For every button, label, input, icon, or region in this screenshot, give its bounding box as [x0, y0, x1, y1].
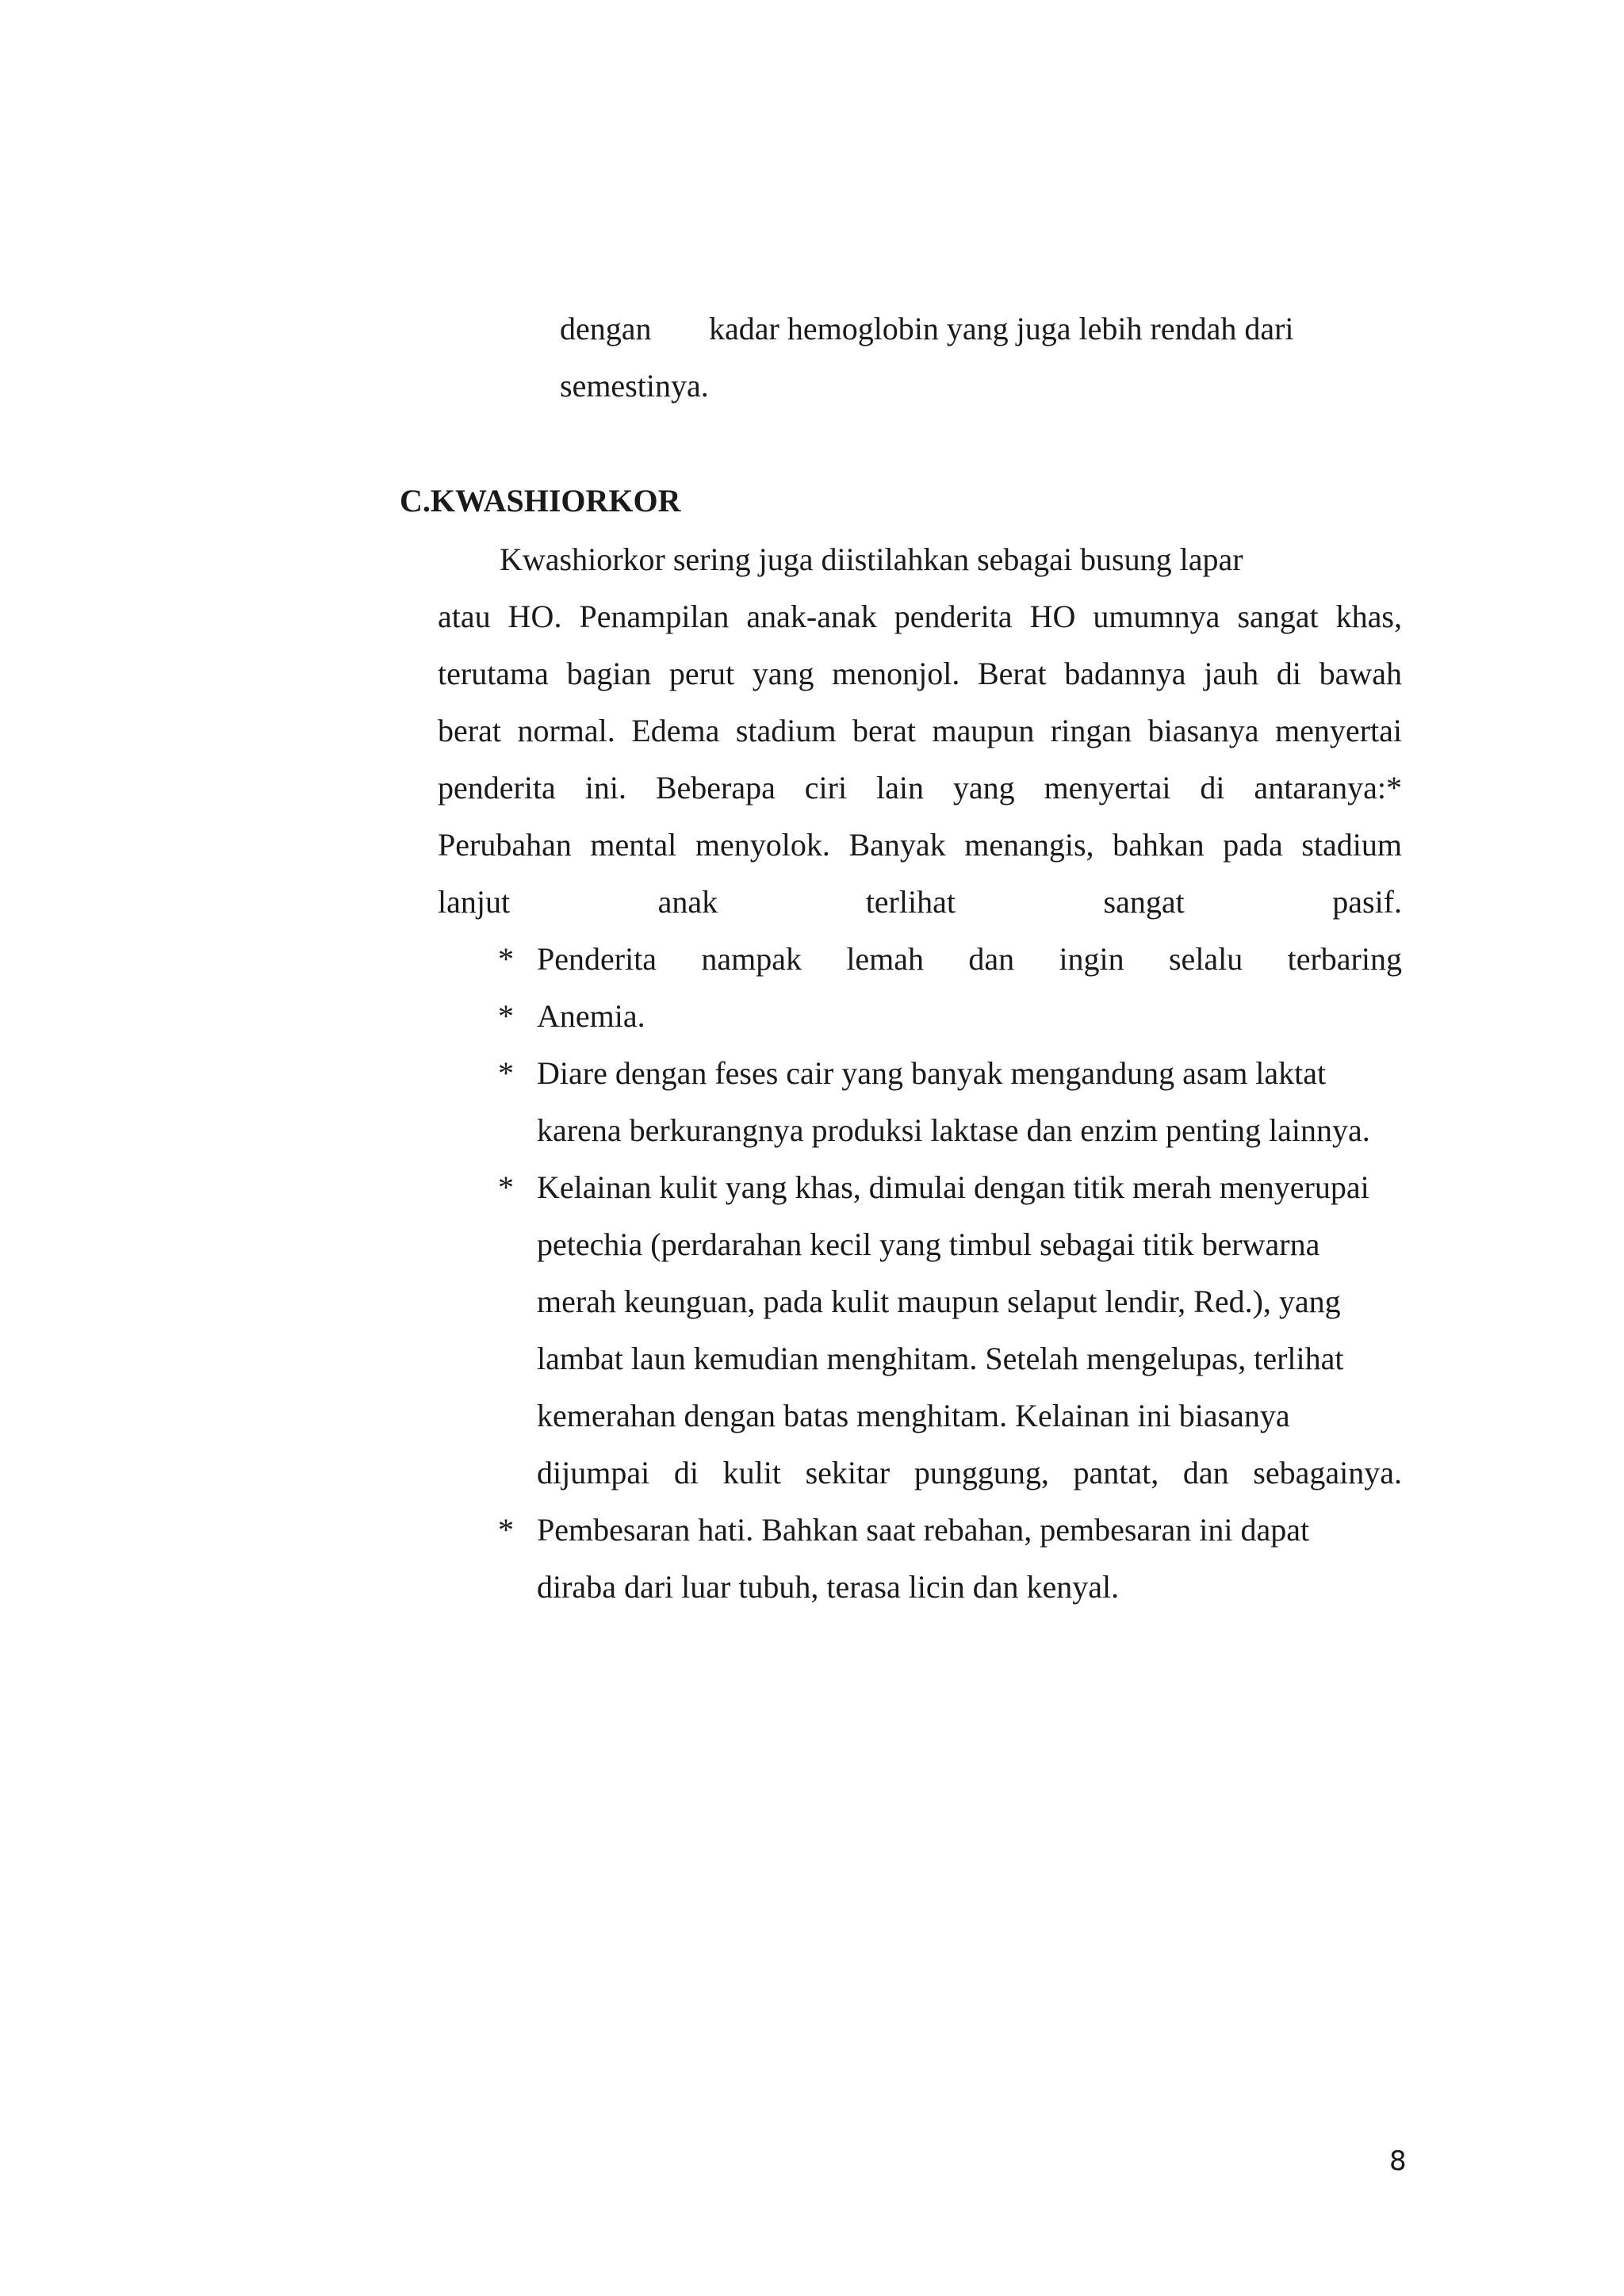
- page-number: 8: [1389, 2145, 1407, 2177]
- bullet-item-line: merah keunguan, pada kulit maupun selaput lendir, Red.), yang: [537, 1284, 1341, 1319]
- intro-line-1-rest: kadar hemoglobin yang juga lebih rendah dari: [709, 311, 1294, 346]
- paragraph-line: Perubahan mental menyolok. Banyak menangis, bahkan pada stadium: [438, 827, 1402, 863]
- paragraph-line: Kwashiorkor sering juga diistilahkan sebagai busung lapar: [500, 541, 1243, 577]
- bullet-marker: *: [498, 998, 514, 1034]
- bullet-item-line: Pembesaran hati. Bahkan saat rebahan, pembesaran ini dapat: [537, 1512, 1310, 1548]
- bullet-item-line: Penderita nampak lemah dan ingin selalu terbaring: [537, 941, 1402, 977]
- bullet-marker: *: [498, 1169, 514, 1205]
- bullet-item-line: Kelainan kulit yang khas, dimulai dengan titik merah menyerupai: [537, 1169, 1369, 1205]
- bullet-item-line: karena berkurangnya produksi laktase dan enzim penting lainnya.: [537, 1112, 1370, 1148]
- bullet-item-line: petechia (perdarahan kecil yang timbul sebagai titik berwarna: [537, 1226, 1320, 1262]
- bullet-item-line: kemerahan dengan batas menghitam. Kelainan ini biasanya: [537, 1398, 1290, 1433]
- bullet-item-line: Diare dengan feses cair yang banyak mengandung asam laktat: [537, 1055, 1327, 1091]
- bullet-item-line: lambat laun kemudian menghitam. Setelah mengelupas, terlihat: [537, 1341, 1344, 1376]
- section-heading: C.KWASHIORKOR: [400, 483, 681, 519]
- bullet-marker: *: [498, 941, 514, 977]
- bullet-marker: *: [498, 1512, 514, 1548]
- bullet-item-line: Anemia.: [537, 998, 645, 1034]
- intro-line-1-word: dengan: [560, 311, 652, 346]
- bullet-item-line: dijumpai di kulit sekitar punggung, pantat, dan sebagainya.: [537, 1455, 1402, 1490]
- paragraph-line: lanjut anak terlihat sangat pasif.: [438, 884, 1402, 920]
- paragraph-line: atau HO. Penampilan anak-anak penderita HO umumnya sangat khas,: [438, 599, 1402, 634]
- bullet-marker: *: [498, 1055, 514, 1091]
- intro-line-2: semestinya.: [560, 368, 709, 404]
- paragraph-line: berat normal. Edema stadium berat maupun ringan biasanya menyertai: [438, 713, 1402, 748]
- paragraph-line: terutama bagian perut yang menonjol. Berat badannya jauh di bawah: [438, 656, 1402, 691]
- bullet-item-line: diraba dari luar tubuh, terasa licin dan kenyal.: [537, 1569, 1120, 1605]
- paragraph-line: penderita ini. Beberapa ciri lain yang menyertai di antaranya:*: [438, 770, 1402, 806]
